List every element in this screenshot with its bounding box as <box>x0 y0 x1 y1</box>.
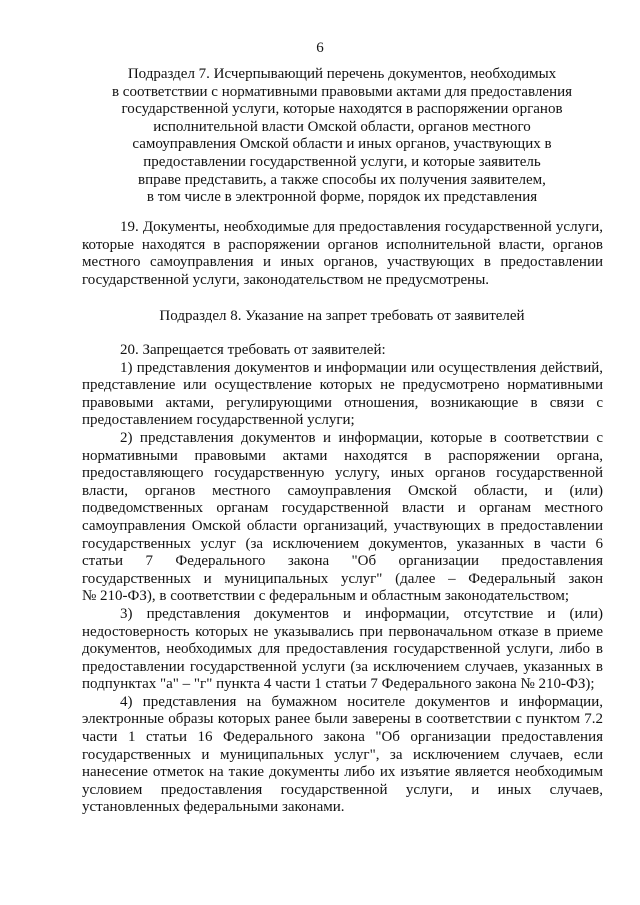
paragraph-line: нанесение отметок на такие документы либо их изъятие является необходимым <box>82 764 603 781</box>
heading-line: государственной услуги, которые находятся в распоряжении органов <box>121 101 563 118</box>
paragraph-line: самоуправления Омской области организаций, участвующих в предоставлении <box>82 517 603 534</box>
paragraph-line: предоставлении государственной услуги (за исключением случаев, указанных в <box>82 658 603 675</box>
subsection-7-heading <box>100 66 584 207</box>
paragraph-20 <box>82 342 603 817</box>
paragraph-line: которые находятся в распоряжении органов исполнительной власти, органов <box>82 236 603 253</box>
paragraph-line: правовыми актами, регулирующими отношения, возникающие в связи с <box>82 394 603 411</box>
paragraph-line: государственных и муниципальных услуг" (далее – Федеральный закон <box>82 570 603 587</box>
heading-line: Подраздел 7. Исчерпывающий перечень документов, необходимых <box>127 66 557 82</box>
paragraph-line: власти, органов местного самоуправления Омской области, и (или) <box>82 482 603 499</box>
heading-line: Подраздел 8. Указание на запрет требовать от заявителей <box>159 308 525 324</box>
paragraph-line: местного самоуправления и иных органов, участвующих в предоставлении <box>82 254 603 271</box>
paragraph-line: недостоверность которых не указывались при первоначальном отказе в приеме <box>82 623 603 640</box>
paragraph-19 <box>82 219 603 289</box>
heading-line: вправе представить, а также способы их получения заявителем, <box>138 171 546 188</box>
paragraph-line: нормативными правовыми актами находятся в распоряжении органа, <box>82 447 603 464</box>
heading-line: предоставлении государственной услуги, и которые заявитель <box>143 153 541 170</box>
paragraph-line: 3) представления документов и информации, отсутствие и (или) <box>120 605 603 622</box>
paragraph-line: условием предоставления государственной услуги, и иных случаев, <box>82 781 603 798</box>
paragraph-line: подпунктах "а" – "г" пункта 4 части 1 статьи 7 Федерального закона № 210-ФЗ); <box>82 676 595 693</box>
paragraph-line: государственной услуги, законодательством не предусмотрены. <box>82 271 490 288</box>
paragraph-line: государственных услуг (за исключением документов, указанных в части 6 <box>82 535 603 552</box>
paragraph-line: подведомственных органам государственной власти и органам местного <box>82 500 603 517</box>
subsection-8-heading <box>100 308 584 326</box>
paragraph-line: части 1 статьи 16 Федерального закона "Об организации предоставления <box>82 729 603 746</box>
paragraph-line: 19. Документы, необходимые для предоставления государственной услуги, <box>120 219 603 235</box>
heading-line: в том числе в электронной форме, порядок их представления <box>146 189 538 206</box>
paragraph-line: государственных и муниципальных услуг", за исключением случаев, если <box>82 746 603 763</box>
page-number: 6 <box>316 40 324 56</box>
heading-line: в соответствии с нормативными правовыми актами для предоставления <box>111 83 573 100</box>
paragraph-line: 20. Запрещается требовать от заявителей: <box>120 342 386 358</box>
paragraph-line: предоставлением государственной услуги; <box>82 412 355 429</box>
paragraph-line: предоставляющего государственную услугу, иных органов государственной <box>82 465 603 482</box>
paragraph-line: 1) представления документов и информации или осуществления действий, <box>120 359 603 376</box>
paragraph-line: документов, необходимых для предоставления государственной услуги, либо в <box>82 641 603 658</box>
paragraph-line: № 210-ФЗ), в соответствии с федеральным и областным законодательством; <box>82 588 570 605</box>
paragraph-line: 4) представления на бумажном носителе документов и информации, <box>120 693 603 710</box>
heading-line: исполнительной власти Омской области, органов местного <box>153 118 531 135</box>
paragraph-line: статьи 7 Федерального закона "Об организации предоставления <box>82 553 603 570</box>
paragraph-line: установленных федеральными законами. <box>82 799 345 816</box>
heading-line: самоуправления Омской области и иных органов, участвующих в <box>132 136 552 153</box>
paragraph-line: представление или осуществление которых не предусмотрено нормативными <box>82 377 603 394</box>
paragraph-line: электронные образы которых ранее были заверены в соответствии с пунктом 7.2 <box>82 711 603 728</box>
paragraph-line: 2) представления документов и информации, которые в соответствии с <box>120 429 603 446</box>
